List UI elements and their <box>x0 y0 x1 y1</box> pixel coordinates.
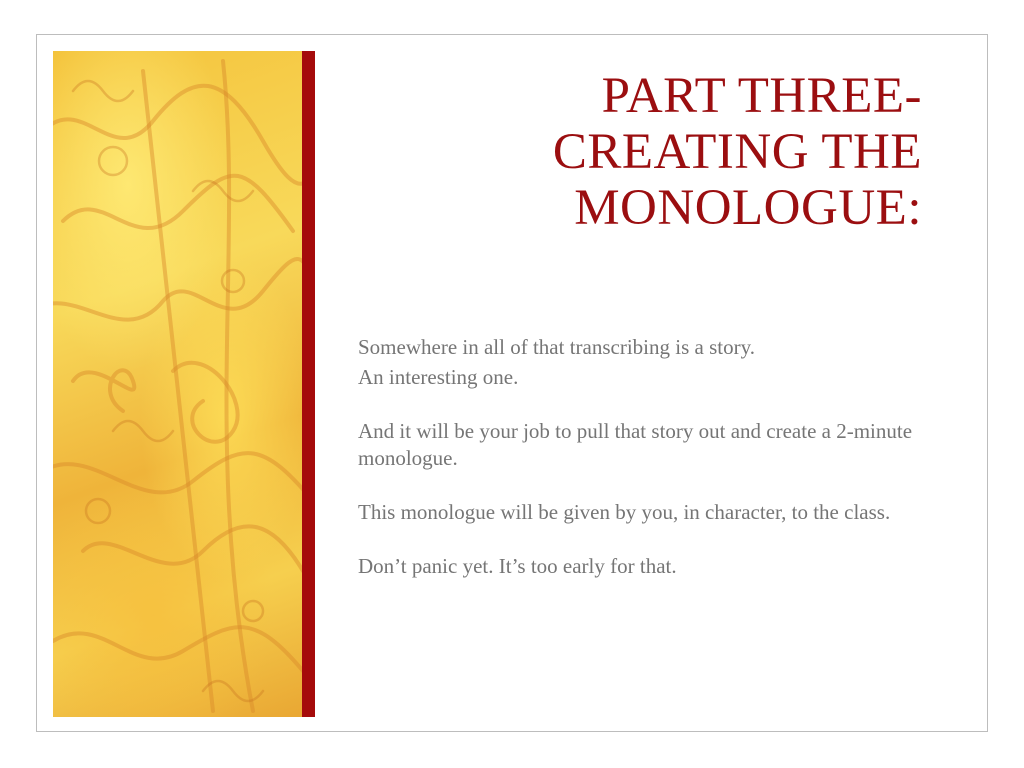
decorative-texture-panel <box>53 51 302 717</box>
body-paragraph: Somewhere in all of that transcribing is a story. <box>358 335 755 359</box>
body-paragraph: And it will be your job to pull that story out and create a 2-minute monologue. <box>358 419 913 470</box>
body-paragraph: An interesting one. <box>358 365 519 389</box>
slide-title <box>340 68 922 236</box>
title-line: PART THREE- <box>601 68 922 124</box>
title-line: MONOLOGUE: <box>574 180 922 236</box>
accent-divider-bar <box>302 51 315 717</box>
slide-body <box>358 334 938 580</box>
script-scribble-pattern <box>53 51 302 717</box>
title-line: CREATING THE <box>552 124 922 180</box>
body-paragraph: This monologue will be given by you, in character, to the class. <box>358 500 891 524</box>
body-paragraph: Don’t panic yet. It’s too early for that. <box>358 554 677 578</box>
